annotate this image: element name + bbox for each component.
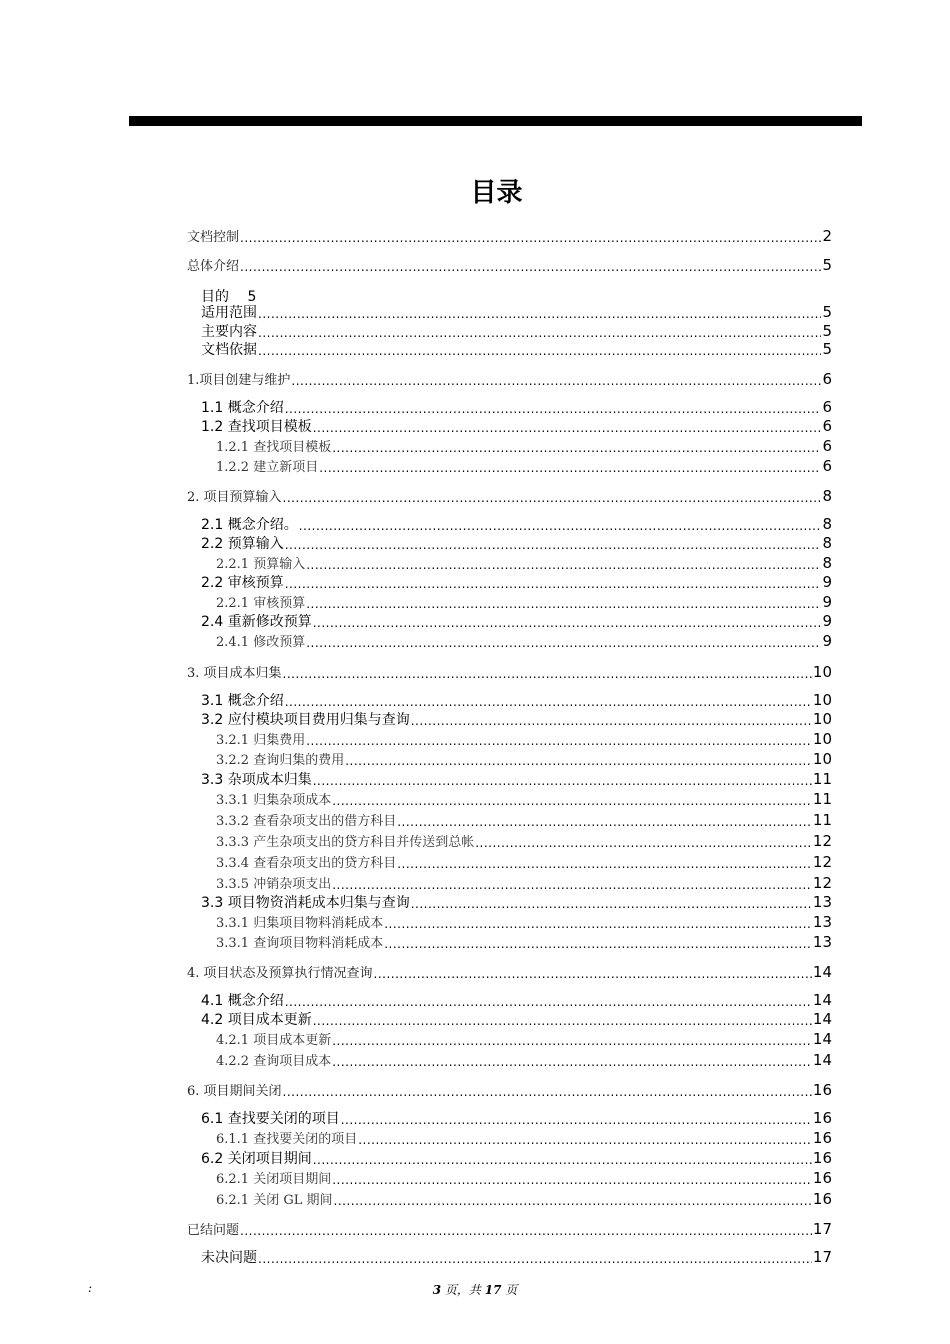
toc-entry[interactable]: [216, 1171, 832, 1186]
toc-entry-label: 适用范围: [201, 305, 257, 321]
toc-leader-dots: [313, 617, 822, 629]
toc-entry[interactable]: [201, 400, 832, 415]
toc-entry-label: 目的: [201, 289, 229, 305]
toc-entry-page: 6: [822, 457, 832, 475]
toc-entry-label: 3.3.1 查询项目物料消耗成本: [216, 936, 384, 951]
toc-leader-dots: [475, 837, 812, 849]
toc-entry-page: 14: [812, 1030, 832, 1048]
toc-entry[interactable]: [201, 342, 832, 357]
toc-entry-label: 3.2.2 查询归集的费用: [216, 753, 345, 768]
toc-entry-label: 2.2.1 审核预算: [216, 596, 306, 611]
toc-entry-page: 14: [812, 963, 832, 981]
toc-entry-page: 9: [822, 632, 832, 650]
toc-entry-label: 总体介绍: [187, 259, 240, 274]
toc-entry-page: 17: [812, 1220, 832, 1238]
toc-leader-dots: [397, 816, 812, 828]
toc-entry-label: 1.2.2 建立新项目: [216, 460, 319, 475]
toc-entry-page: 8: [822, 515, 832, 533]
toc-entry[interactable]: [201, 614, 832, 629]
toc-entry-page: 11: [812, 790, 832, 808]
toc-entry[interactable]: [201, 517, 832, 532]
toc-entry[interactable]: [201, 1250, 832, 1265]
toc-entry[interactable]: [216, 459, 832, 474]
toc-leader-dots: [313, 1015, 812, 1027]
toc-leader-dots: [285, 539, 822, 551]
toc-entry-page: 12: [812, 874, 832, 892]
toc-entry-page: 9: [822, 612, 832, 630]
toc-entry-page: 10: [812, 730, 832, 748]
toc-entry-page: 10: [812, 663, 832, 681]
toc-leader-dots: [411, 715, 812, 727]
toc-entry-label: 1.2 查找项目模板: [201, 419, 312, 435]
toc-leader-dots: [341, 1114, 812, 1126]
toc-entry-page: 13: [812, 913, 832, 931]
toc-entry-page: 8: [822, 554, 832, 572]
toc-entry-page: 2: [822, 227, 832, 245]
toc-entry-label: 文档依据: [201, 342, 257, 358]
toc-entry-label: 4.2.2 查询项目成本: [216, 1054, 332, 1069]
toc-entry[interactable]: [201, 536, 832, 551]
page-number: [0, 1281, 950, 1298]
toc-leader-dots: [299, 520, 822, 532]
total-pages: 17: [484, 1283, 502, 1297]
toc-entry[interactable]: [216, 1053, 832, 1068]
toc-entry[interactable]: [216, 634, 832, 649]
toc-leader-dots: [332, 1035, 812, 1047]
toc-entry[interactable]: [201, 993, 832, 1008]
toc-entry-page: 12: [812, 832, 832, 850]
toc-leader-dots: [291, 375, 821, 387]
toc-entry[interactable]: [187, 258, 832, 273]
footer-colon: :: [88, 1281, 93, 1295]
toc-entry-label: 3.3 杂项成本归集: [201, 772, 312, 788]
toc-leader-dots: [283, 492, 822, 504]
toc-entry-label: 文档控制: [187, 230, 240, 245]
toc-leader-dots: [306, 735, 812, 747]
toc-entry-label: 3.3.1 归集杂项成本: [216, 793, 332, 808]
toc-entry[interactable]: [187, 372, 832, 387]
toc-entry-label: 6. 项目期间关闭: [187, 1084, 282, 1099]
toc-entry-label: 3.1 概念介绍: [201, 693, 284, 709]
toc-entry-label: 已结问题: [187, 1223, 240, 1238]
toc-entry-label: 2.2.1 预算输入: [216, 557, 306, 572]
toc-entry[interactable]: [216, 595, 832, 610]
toc-entry-label: 3.3 项目物资消耗成本归集与查询: [201, 895, 410, 911]
toc-leader-dots: [358, 1134, 812, 1146]
toc-entry-page: 5: [822, 256, 832, 274]
toc-entry-page: 10: [812, 750, 832, 768]
toc-entry-label: 2.2 预算输入: [201, 536, 284, 552]
toc-entry-page: 5: [822, 303, 832, 321]
toc-entry[interactable]: [216, 876, 832, 891]
toc-entry-label: 6.2.1 关闭 GL 期间: [216, 1193, 333, 1208]
toc-entry-page: 14: [812, 1010, 832, 1028]
toc-entry-page: 5: [247, 289, 257, 305]
toc-entry-label: 4.2.1 项目成本更新: [216, 1033, 332, 1048]
page-suffix: 页: [505, 1283, 518, 1297]
toc-entry[interactable]: [187, 1222, 832, 1237]
toc-entry[interactable]: [201, 419, 832, 434]
toc-entry[interactable]: [216, 1192, 832, 1207]
toc-entry-page: 6: [822, 437, 832, 455]
toc-entry-page: 17: [812, 1248, 832, 1266]
toc-leader-dots: [306, 559, 821, 571]
toc-leader-dots: [332, 1174, 812, 1186]
toc-leader-dots: [313, 422, 822, 434]
toc-entry-page: 13: [812, 893, 832, 911]
toc-leader-dots: [306, 637, 821, 649]
toc-entry-label: 主要内容: [201, 324, 257, 340]
toc-leader-dots: [283, 668, 812, 680]
toc-entry-page: 16: [812, 1149, 832, 1167]
toc-entry[interactable]: [201, 575, 832, 590]
toc-entry-label: 6.1 查找要关闭的项目: [201, 1111, 340, 1127]
toc-entry-page: 16: [812, 1169, 832, 1187]
toc-entry-label: 3. 项目成本归集: [187, 666, 282, 681]
toc-entry[interactable]: [201, 712, 832, 727]
toc-entry-label: 6.2.1 关闭项目期间: [216, 1172, 332, 1187]
toc-leader-dots: [285, 696, 812, 708]
toc-entry-label: 6.2 关闭项目期间: [201, 1151, 312, 1167]
toc-entry-page: 9: [822, 573, 832, 591]
toc-leader-dots: [332, 442, 821, 454]
toc-leader-dots: [332, 879, 812, 891]
toc-leader-dots: [334, 1195, 812, 1207]
toc-leader-dots: [332, 795, 812, 807]
toc-entry[interactable]: [216, 915, 832, 930]
toc-entry-page: 16: [812, 1109, 832, 1127]
toc-leader-dots: [285, 403, 822, 415]
toc-entry-page: 5: [822, 322, 832, 340]
toc-entry-page: 10: [812, 710, 832, 728]
toc-entry-label: 1.1 概念介绍: [201, 400, 284, 416]
toc-entry-label: 1.2.1 查找项目模板: [216, 440, 332, 455]
toc-entry[interactable]: [216, 935, 832, 950]
toc-leader-dots: [258, 308, 821, 320]
toc-leader-dots: [384, 918, 812, 930]
toc-entry[interactable]: [216, 1131, 832, 1146]
toc-leader-dots: [384, 938, 812, 950]
toc-entry[interactable]: [216, 855, 832, 870]
toc-entry-label: 1.项目创建与维护: [187, 373, 291, 388]
toc-entry-label: 2. 项目预算输入: [187, 490, 282, 505]
toc-leader-dots: [397, 858, 812, 870]
toc-entry[interactable]: [187, 1083, 832, 1098]
toc-entry[interactable]: [216, 556, 832, 571]
toc-leader-dots: [374, 968, 812, 980]
toc-entry-page: 6: [822, 417, 832, 435]
page-word: 页，共: [444, 1283, 481, 1297]
toc-leader-dots: [285, 578, 822, 590]
toc-entry[interactable]: [201, 693, 832, 708]
toc-entry-label: 3.3.1 归集项目物料消耗成本: [216, 916, 384, 931]
toc-leader-dots: [283, 1086, 812, 1098]
toc-entry[interactable]: [216, 1032, 832, 1047]
toc-entry[interactable]: [187, 665, 832, 680]
toc-entry-page: 14: [812, 991, 832, 1009]
toc-entry-page: 16: [812, 1190, 832, 1208]
toc-entry-page: 11: [812, 770, 832, 788]
toc-leader-dots: [258, 1253, 812, 1265]
toc-leader-dots: [240, 232, 821, 244]
current-page: 3: [432, 1283, 442, 1297]
toc-leader-dots: [345, 755, 812, 767]
toc-entry[interactable]: [216, 732, 832, 747]
toc-entry-page: 12: [812, 853, 832, 871]
toc-entry-page: 6: [822, 370, 832, 388]
toc-entry[interactable]: [216, 439, 832, 454]
toc-entry[interactable]: [201, 772, 832, 787]
toc-entry-page: 5: [822, 340, 832, 358]
toc-entry[interactable]: [187, 965, 832, 980]
toc-entry[interactable]: [216, 834, 832, 849]
page-title: 目录: [470, 178, 523, 208]
toc-entry-label: 4.2 项目成本更新: [201, 1012, 312, 1028]
toc-entry-page: 8: [822, 534, 832, 552]
toc-entry-label: 2.4 重新修改预算: [201, 614, 312, 630]
toc-leader-dots: [258, 327, 821, 339]
toc-entry[interactable]: [216, 813, 832, 828]
toc-leader-dots: [313, 775, 812, 787]
toc-entry[interactable]: [201, 305, 832, 320]
toc-entry[interactable]: [187, 489, 832, 504]
toc-entry[interactable]: [187, 229, 832, 244]
toc-entry-page: 9: [822, 593, 832, 611]
toc-entry[interactable]: [201, 1151, 832, 1166]
toc-leader-dots: [240, 261, 821, 273]
toc-entry-page: 10: [812, 691, 832, 709]
toc-entry-label: 4.1 概念介绍: [201, 993, 284, 1009]
toc-entry-page: 8: [822, 487, 832, 505]
toc-entry[interactable]: [201, 1012, 832, 1027]
toc-entry-label: 3.3.2 查看杂项支出的借方科目: [216, 814, 397, 829]
toc-entry-label: 3.2 应付模块项目费用归集与查询: [201, 712, 410, 728]
toc-leader-dots: [240, 1225, 812, 1237]
toc-leader-dots: [319, 462, 821, 474]
toc-entry-label: 2.4.1 修改预算: [216, 635, 306, 650]
toc-entry-page: 16: [812, 1129, 832, 1147]
toc-entry-label: 6.1.1 查找要关闭的项目: [216, 1132, 358, 1147]
toc-entry-label: 4. 项目状态及预算执行情况查询: [187, 966, 373, 981]
toc-leader-dots: [411, 898, 812, 910]
toc-entry-label: 3.3.5 冲销杂项支出: [216, 877, 332, 892]
toc-entry[interactable]: [201, 324, 832, 339]
toc-entry[interactable]: [201, 1111, 832, 1126]
toc-entry-page: 13: [812, 933, 832, 951]
toc-entry-page: 11: [812, 811, 832, 829]
toc-leader-dots: [285, 996, 812, 1008]
toc-entry-label: 2.2 审核预算: [201, 575, 284, 591]
toc-entry-page: 14: [812, 1051, 832, 1069]
toc-entry-label: 3.3.4 查看杂项支出的贷方科目: [216, 856, 397, 871]
toc-leader-dots: [332, 1056, 812, 1068]
toc-leader-dots: [306, 598, 821, 610]
toc-entry[interactable]: [216, 792, 832, 807]
toc-entry[interactable]: [216, 752, 832, 767]
toc-entry[interactable]: [201, 895, 832, 910]
toc-entry-label: 未决问题: [201, 1250, 257, 1266]
toc-entry-page: 6: [822, 398, 832, 416]
toc-leader-dots: [258, 345, 821, 357]
toc-entry-page: 16: [812, 1081, 832, 1099]
toc-entry-label: 2.1 概念介绍。: [201, 517, 298, 533]
toc-leader-dots: [313, 1154, 812, 1166]
toc-entry-label: 3.3.3 产生杂项支出的贷方科目并传送到总帐: [216, 835, 475, 850]
toc-entry-label: 3.2.1 归集费用: [216, 733, 306, 748]
